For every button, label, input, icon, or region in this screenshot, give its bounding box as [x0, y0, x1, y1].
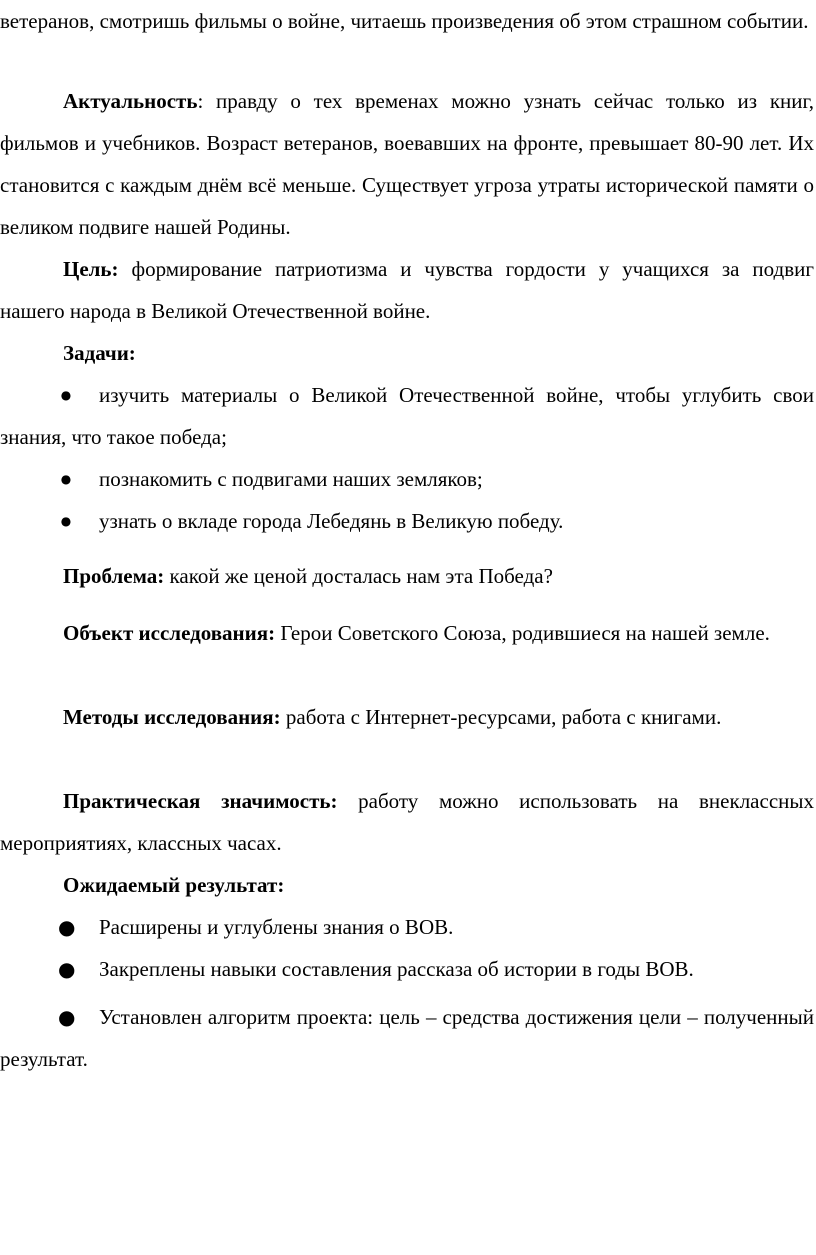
object-label: Объект исследования:: [63, 621, 276, 645]
problem-paragraph: [0, 555, 814, 597]
significance-label: Практическая значимость:: [63, 789, 338, 813]
bullet-icon: ●: [60, 388, 72, 402]
bullet-icon: ●: [58, 915, 76, 939]
list-item: ● изучить материалы о Великой Отечественной войне, чтобы углубить свои знания, что такое победа;: [0, 374, 814, 458]
bullet-icon: ●: [58, 1005, 76, 1029]
bullet-icon: ●: [58, 957, 76, 981]
object-text: Герои Советского Союза, родившиеся на нашей земле.: [275, 621, 770, 645]
significance-text: работу можно использовать на внеклассных мероприятиях, классных часах.: [0, 789, 814, 855]
list-item: ● Установлен алгоритм проекта: цель – средства достижения цели – полученный результат.: [0, 996, 814, 1080]
expected-heading: [0, 864, 814, 906]
goal-text: формирование патриотизма и чувства гордости у учащихся за подвиг нашего народа в Великой Отечественной войне.: [0, 257, 814, 323]
methods-paragraph: [0, 696, 814, 738]
significance-paragraph: [0, 780, 814, 864]
tasks-heading: [0, 332, 814, 374]
relevance-text: : правду о тех временах можно узнать сейчас только из книг, фильмов и учебников. Возраст ветеранов, воевавших на фронте, превышает 80-90 лет. Их становится с каждым днём всё меньше. Существует угроза утраты исторической памяти о великом подвиге нашей Родины.: [0, 89, 814, 239]
intro-paragraph: ветеранов, смотришь фильмы о войне, читаешь произведения об этом страшном событии.: [0, 9, 809, 33]
problem-text: какой же ценой досталась нам эта Победа?: [164, 564, 553, 588]
relevance-label: Актуальность: [63, 89, 198, 113]
problem-label: Проблема:: [63, 564, 165, 588]
bullet-icon: ●: [60, 472, 72, 486]
list-item: ● Расширены и углублены знания о ВОВ.: [0, 906, 814, 948]
goal-label: Цель:: [63, 257, 119, 281]
bullet-icon: ●: [60, 514, 72, 528]
list-item: ● узнать о вкладе города Лебедянь в Великую победу.: [0, 500, 814, 542]
list-item: ● познакомить с подвигами наших земляков;: [0, 458, 814, 500]
expected-label: Ожидаемый результат:: [63, 873, 285, 897]
tasks-label: Задачи:: [63, 341, 136, 365]
relevance-paragraph: [0, 80, 814, 248]
goal-paragraph: [0, 248, 814, 332]
object-paragraph: [0, 612, 814, 654]
methods-text: работа с Интернет-ресурсами, работа с книгами.: [280, 705, 722, 729]
methods-label: Методы исследования:: [63, 705, 281, 729]
list-item: ● Закреплены навыки составления рассказа об истории в годы ВОВ.: [0, 948, 814, 990]
